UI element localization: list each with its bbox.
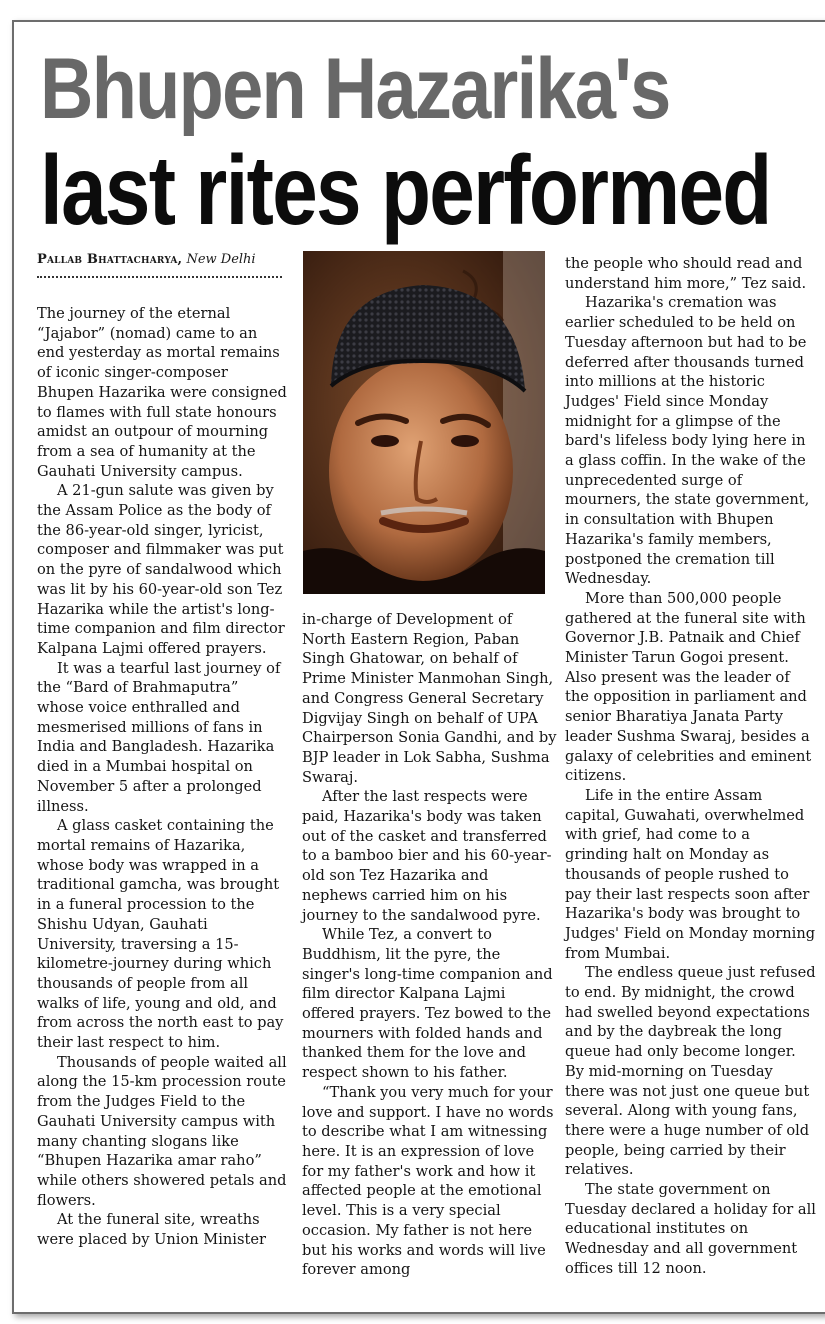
- paragraph: At the funeral site, wreaths were placed by Union Minister: [37, 1211, 266, 1249]
- byline-location: New Delhi: [186, 252, 256, 267]
- article-column-3: [565, 254, 816, 1279]
- byline: [37, 252, 284, 267]
- paragraph: The endless queue just refused to end. By midnight, the crowd had swelled beyond expectations and by the daybreak the long queue had only become longer. By mid-morning on Tuesday there was not just one queue but several. Along with young fans, there were a huge number of old people, being carried by their relatives.: [565, 964, 816, 1179]
- newspaper-clipping: [12, 20, 825, 1314]
- paragraph: Thousands of people waited all along the 15-km procession route from the Judges Field to the Gauhati University campus with many chanting slogans like “Bhupen Hazarika amar raho” while others showered petals and flowers.: [37, 1053, 287, 1209]
- paragraph: A glass casket containing the mortal remains of Hazarika, whose body was wrapped in a traditional gamcha, was brought in a funeral procession to the Shishu Udyan, Gauhati University, traversing a 15-kilometre-journey during which thousands of people from all walks of life, young and old, and from across the north east to pay their last respect to him.: [37, 817, 284, 1052]
- paragraph: After the last respects were paid, Hazarika's body was taken out of the casket and transferred to a bamboo bier and his 60-year-old son Tez Hazarika and nephews carried him on his journey to the sandalwood pyre.: [302, 788, 552, 924]
- byline-author: Pallab Bhattacharya,: [37, 252, 183, 267]
- paragraph: Hazarika's cremation was earlier scheduled to be held on Tuesday afternoon but had to be deferred after thousands turned into millions at the historic Judges' Field since Monday midnight for a glimpse of the bard's lifeless body lying here in a glass coffin. In the wake of the unprecedented surge of mourners, the state government, in consultation with Bhupen Hazarika's family members, postponed the cremation till Wednesday.: [565, 294, 810, 588]
- paragraph: While Tez, a convert to Buddhism, lit the pyre, the singer's long-time companion and film director Kalpana Lajmi offered prayers. Tez bowed to the mourners with folded hands and thanked them for the love and respect shown to his father.: [302, 926, 553, 1082]
- paragraph: “Thank you very much for your love and support. I have no words to describe what I am witnessing here. It is an expression of love for my father's work and how it affected people at the emotional level. This is a very special occasion. My father is not here but his works and words will live forever among: [302, 1083, 554, 1279]
- byline-divider: [37, 276, 282, 278]
- paragraph: It was a tearful last journey of the “Bard of Brahmaputra” whose voice enthralled and mesmerised millions of fans in India and Bangladesh. Hazarika died in a Mumbai hospital on November 5 after a prolonged illness.: [37, 659, 281, 815]
- article-column-2: [302, 610, 558, 1280]
- headline-line-1: Bhupen Hazarika's: [40, 41, 670, 137]
- portrait-illustration: [303, 251, 545, 594]
- paragraph: More than 500,000 people gathered at the funeral site with Governor J.B. Patnaik and Chief Minister Tarun Gogoi present. Also present was the leader of the opposition in parliament and senior Bharatiya Janata Party leader Sushma Swaraj, besides a galaxy of celebrities and eminent citizens.: [565, 589, 812, 785]
- paragraph: in-charge of Development of North Eastern Region, Paban Singh Ghatowar, on behalf of Prime Minister Manmohan Singh, and Congress General Secretary Digvijay Singh on behalf of UPA Chairperson Sonia Gandhi, and by BJP leader in Lok Sabha, Sushma Swaraj.: [302, 611, 557, 786]
- article-column-1: [37, 304, 287, 1250]
- paragraph: A 21-gun salute was given by the Assam Police as the body of the 86-year-old singer, lyricist, composer and filmmaker was put on the pyre of sandalwood which was lit by his 60-year-old son Tez Hazarika while the artist's long-time companion and film director Kalpana Lajmi offered prayers.: [37, 482, 285, 657]
- paragraph: the people who should read and understand him more,” Tez said.: [565, 255, 807, 292]
- paragraph: Life in the entire Assam capital, Guwahati, overwhelmed with grief, had come to a grinding halt on Monday as thousands of people rushed to pay their last respects soon after Hazarika's body was brought to Judges' Field on Monday morning from Mumbai.: [565, 786, 816, 962]
- paragraph: The state government on Tuesday declared a holiday for all educational institutes on Wednesday and all government offices till 12 noon.: [565, 1181, 816, 1277]
- headline-line-2: last rites performed: [40, 135, 771, 245]
- portrait-photo: [303, 251, 545, 594]
- paragraph: The journey of the eternal “Jajabor” (nomad) came to an end yesterday as mortal remains of iconic singer-composer Bhupen Hazarika were consigned to flames with full state honours amidst an outpour of mourning from a sea of humanity at the Gauhati University campus.: [37, 305, 287, 480]
